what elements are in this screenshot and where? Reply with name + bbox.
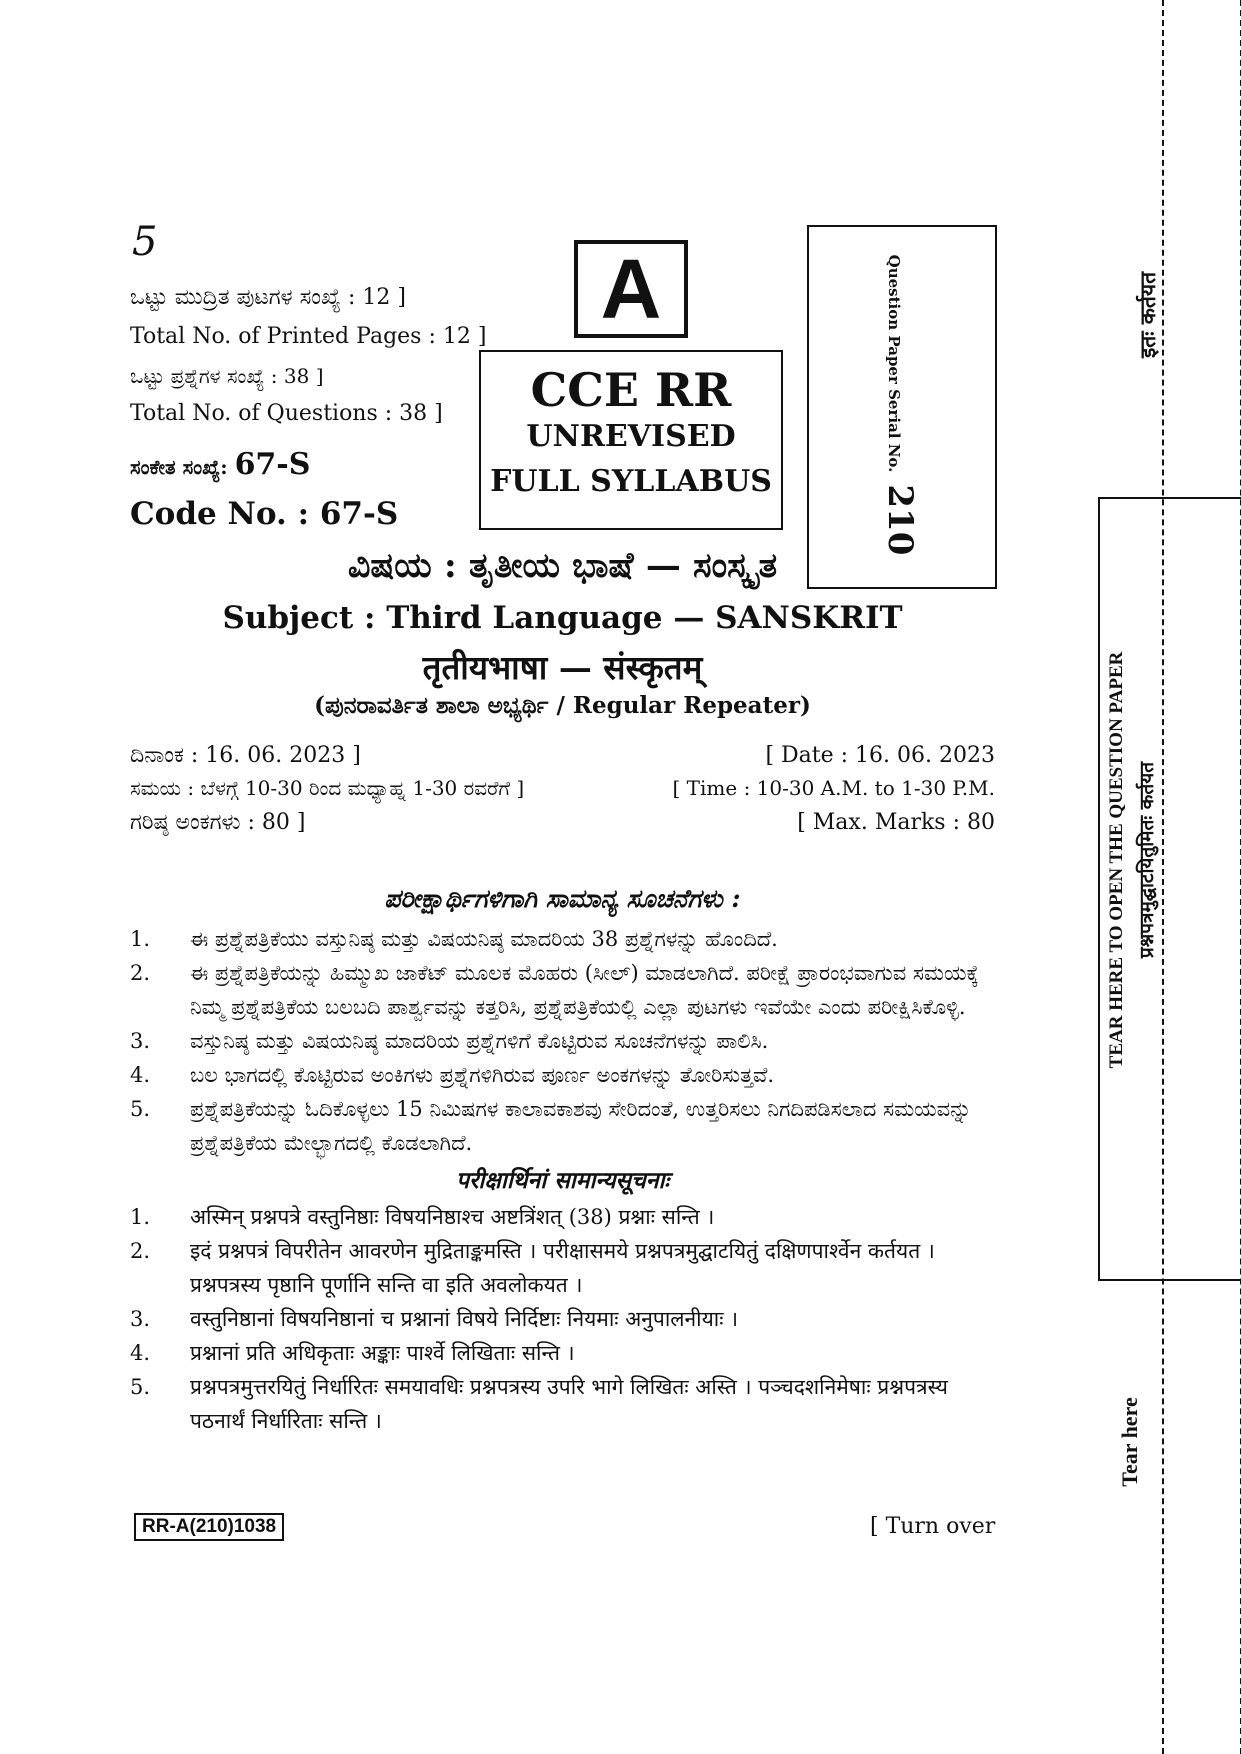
instruction-kn-4: 4. ಬಲ ಭಾಗದಲ್ಲಿ ಕೊಟ್ಟಿರುವ ಅಂಕಿಗಳು ಪ್ರಶ್ನೆಗಳಿಗಿರುವ ಪೂರ್ಣ ಅಂಕಗಳನ್ನು ತೋರಿಸುತ್ತವೆ.: [130, 1063, 775, 1087]
footer-code: RR-A(210)1038: [134, 1513, 284, 1541]
serial-label: Question Paper Serial No.: [885, 254, 903, 473]
time-kn: ಸಮಯ : ಬೆಳಗ್ಗೆ 10-30 ರಿಂದ ಮಧ್ಯಾಹ್ನ 1-30 ರವರೆಗೆ ]: [130, 776, 525, 800]
marks-row: [130, 810, 995, 835]
date-en: [ Date : 16. 06. 2023: [765, 743, 995, 768]
tear-here-english: TEAR HERE TO OPEN THE QUESTION PAPER: [1106, 651, 1127, 1069]
instruction-sa-3: 3. वस्तुनिष्ठानां विषयनिष्ठानां च प्रश्नानां विषये निर्दिष्टाः नियमाः अनुपालनीयाः ।: [130, 1307, 739, 1331]
page-number: 5: [132, 219, 158, 265]
date-row: [130, 743, 995, 768]
candidate-type: (ಪುನರಾವರ್ತಿತ ಶಾಲಾ ಅಭ್ಯರ್ಥಿ / Regular Repeater): [314, 692, 811, 719]
code-number-kn: [130, 447, 310, 482]
instruction-kn-5: 5. ಪ್ರಶ್ನೆಪತ್ರಿಕೆಯನ್ನು ಓದಿಕೊಳ್ಳಲು 15 ನಿಮಿಷಗಳ ಕಾಲಾವಕಾಶವು ಸೇರಿದಂತೆ, ಉತ್ತರಿಸಲು ನಿಗದಿಪಡಿಸಲಾದ ಸಮಯವನ್ನು ಪ್ರಶ್ನೆಪತ್ರಿಕೆಯ ಮೇಲ್ಭಾಗದಲ್ಲಿ ಕೊಡಲಾಗಿದೆ.: [130, 1097, 972, 1155]
instruction-kn-1: 1. ಈ ಪ್ರಶ್ನೆಪತ್ರಿಕೆಯು ವಸ್ತುನಿಷ್ಠ ಮತ್ತು ವಿಷಯನಿಷ್ಠ ಮಾದರಿಯ 38 ಪ್ರಶ್ನೆಗಳನ್ನು ಹೊಂದಿದೆ.: [130, 927, 778, 951]
instruction-sa-5: 5. प्रश्नपत्रमुत्तरयितुं निर्धारितः समयावधिः प्रश्नपत्रस्य उपरि भागे लिखितः अस्ति । पञ्चदशनिमेषाः प्रश्नपत्रस्य पठनार्थं निर्धारिताः सन्ति ।: [130, 1375, 948, 1433]
exam-type-line2: UNREVISED: [526, 419, 736, 455]
version-box: [574, 240, 688, 338]
subject-english: Subject : Third Language — SANSKRIT: [222, 600, 903, 636]
time-row: [130, 776, 995, 800]
questions-count-kn: ಒಟ್ಟು ಪ್ರಶ್ನೆಗಳ ಸಂಖ್ಯೆ : 38 ]: [130, 364, 324, 388]
instructions-sa-list: [130, 1200, 995, 1438]
exam-type-line3: FULL SYLLABUS: [490, 464, 772, 500]
cut-here-hindi-top: इतः कर्तयत: [1135, 271, 1160, 359]
tear-here-bottom: Tear here: [1117, 1397, 1142, 1487]
code-number-en: Code No. : 67-S: [130, 496, 399, 532]
instructions-kn-heading: ಪರೀಕ್ಷಾರ್ಥಿಗಳಿಗಾಗಿ ಸಾಮಾನ್ಯ ಸೂಚನೆಗಳು :: [384, 884, 741, 913]
serial-value: 210: [880, 484, 920, 556]
marks-en: [ Max. Marks : 80: [797, 810, 995, 835]
tear-here-sanskrit: प्रश्नपत्रमुद्घाटयितुमितः कर्तयत: [1136, 761, 1158, 959]
serial-number: [880, 255, 920, 556]
instruction-sa-2: 2. इदं प्रश्नपत्रं विपरीतेन आवरणेन मुद्रिताङ्कमस्ति । परीक्षासमये प्रश्नपत्रमुद्घाटयितुं दक्षिणपार्श्वेन कर्तयत । प्रश्नपत्रस्य पृष्ठानि पूर्णानि सन्ति वा इति अवलोकयत ।: [130, 1239, 935, 1297]
questions-count-en: Total No. of Questions : 38 ]: [130, 401, 443, 426]
version-letter: A: [600, 242, 662, 336]
marks-kn: ಗರಿಷ್ಠ ಅಂಕಗಳು : 80 ]: [130, 810, 306, 835]
instructions-kn-list: [130, 922, 995, 1160]
turn-over: [ Turn over: [870, 1514, 996, 1539]
code-kn-value: 67-S: [234, 447, 311, 482]
date-kn: ದಿನಾಂಕ : 16. 06. 2023 ]: [130, 743, 361, 768]
instruction-kn-2: 2. ಈ ಪ್ರಶ್ನೆಪತ್ರಿಕೆಯನ್ನು ಹಿಮ್ಮುಖ ಜಾಕೆಟ್ ಮೂಲಕ ಮೊಹರು (ಸೀಲ್) ಮಾಡಲಾಗಿದೆ. ಪರೀಕ್ಷೆ ಪ್ರಾರಂಭವಾಗುವ ಸಮಯಕ್ಕೆ ನಿಮ್ಮ ಪ್ರಶ್ನೆಪತ್ರಿಕೆಯ ಬಲಬದಿ ಪಾರ್ಶ್ವವನ್ನು ಕತ್ತರಿಸಿ, ಪ್ರಶ್ನೆಪತ್ರಿಕೆಯಲ್ಲಿ ಎಲ್ಲಾ ಪುಟಗಳು ಇವೆಯೇ ಎಂದು ಪರೀಕ್ಷಿಸಿಕೊಳ್ಳಿ.: [130, 961, 979, 1019]
printed-pages-en: Total No. of Printed Pages : 12 ]: [130, 324, 487, 349]
printed-pages-kn: ಒಟ್ಟು ಮುದ್ರಿತ ಪುಟಗಳ ಸಂಖ್ಯೆ : 12 ]: [130, 285, 406, 310]
instructions-sa-heading: परीक्षार्थिनां सामान्यसूचनाः: [455, 1167, 670, 1194]
exam-type-box: [479, 350, 783, 530]
instruction-sa-4: 4. प्रश्नानां प्रति अधिकृताः अङ्काः पार्श्वे लिखिताः सन्ति ।: [130, 1341, 575, 1365]
instruction-sa-1: 1. अस्मिन् प्रश्नपत्रे वस्तुनिष्ठाः विषयनिष्ठाश्च अष्टत्रिंशत् (38) प्रश्नाः सन्ति ।: [130, 1205, 715, 1229]
exam-type-title: CCE RR: [530, 363, 732, 417]
subject-sanskrit: तृतीयभाषा — संस्कृतम्: [422, 648, 703, 687]
code-kn-label: ಸಂಕೇತ ಸಂಖ್ಯೆ:: [130, 455, 228, 479]
instruction-kn-3: 3. ವಸ್ತುನಿಷ್ಠ ಮತ್ತು ವಿಷಯನಿಷ್ಠ ಮಾದರಿಯ ಪ್ರಶ್ನೆಗಳಿಗೆ ಕೊಟ್ಟಿರುವ ಸೂಚನೆಗಳನ್ನು ಪಾಲಿಸಿ.: [130, 1029, 769, 1053]
subject-kannada: ವಿಷಯ : ತೃತೀಯ ಭಾಷೆ — ಸಂಸ್ಕೃತ: [347, 545, 778, 586]
time-en: [ Time : 10-30 A.M. to 1-30 P.M.: [672, 776, 995, 800]
